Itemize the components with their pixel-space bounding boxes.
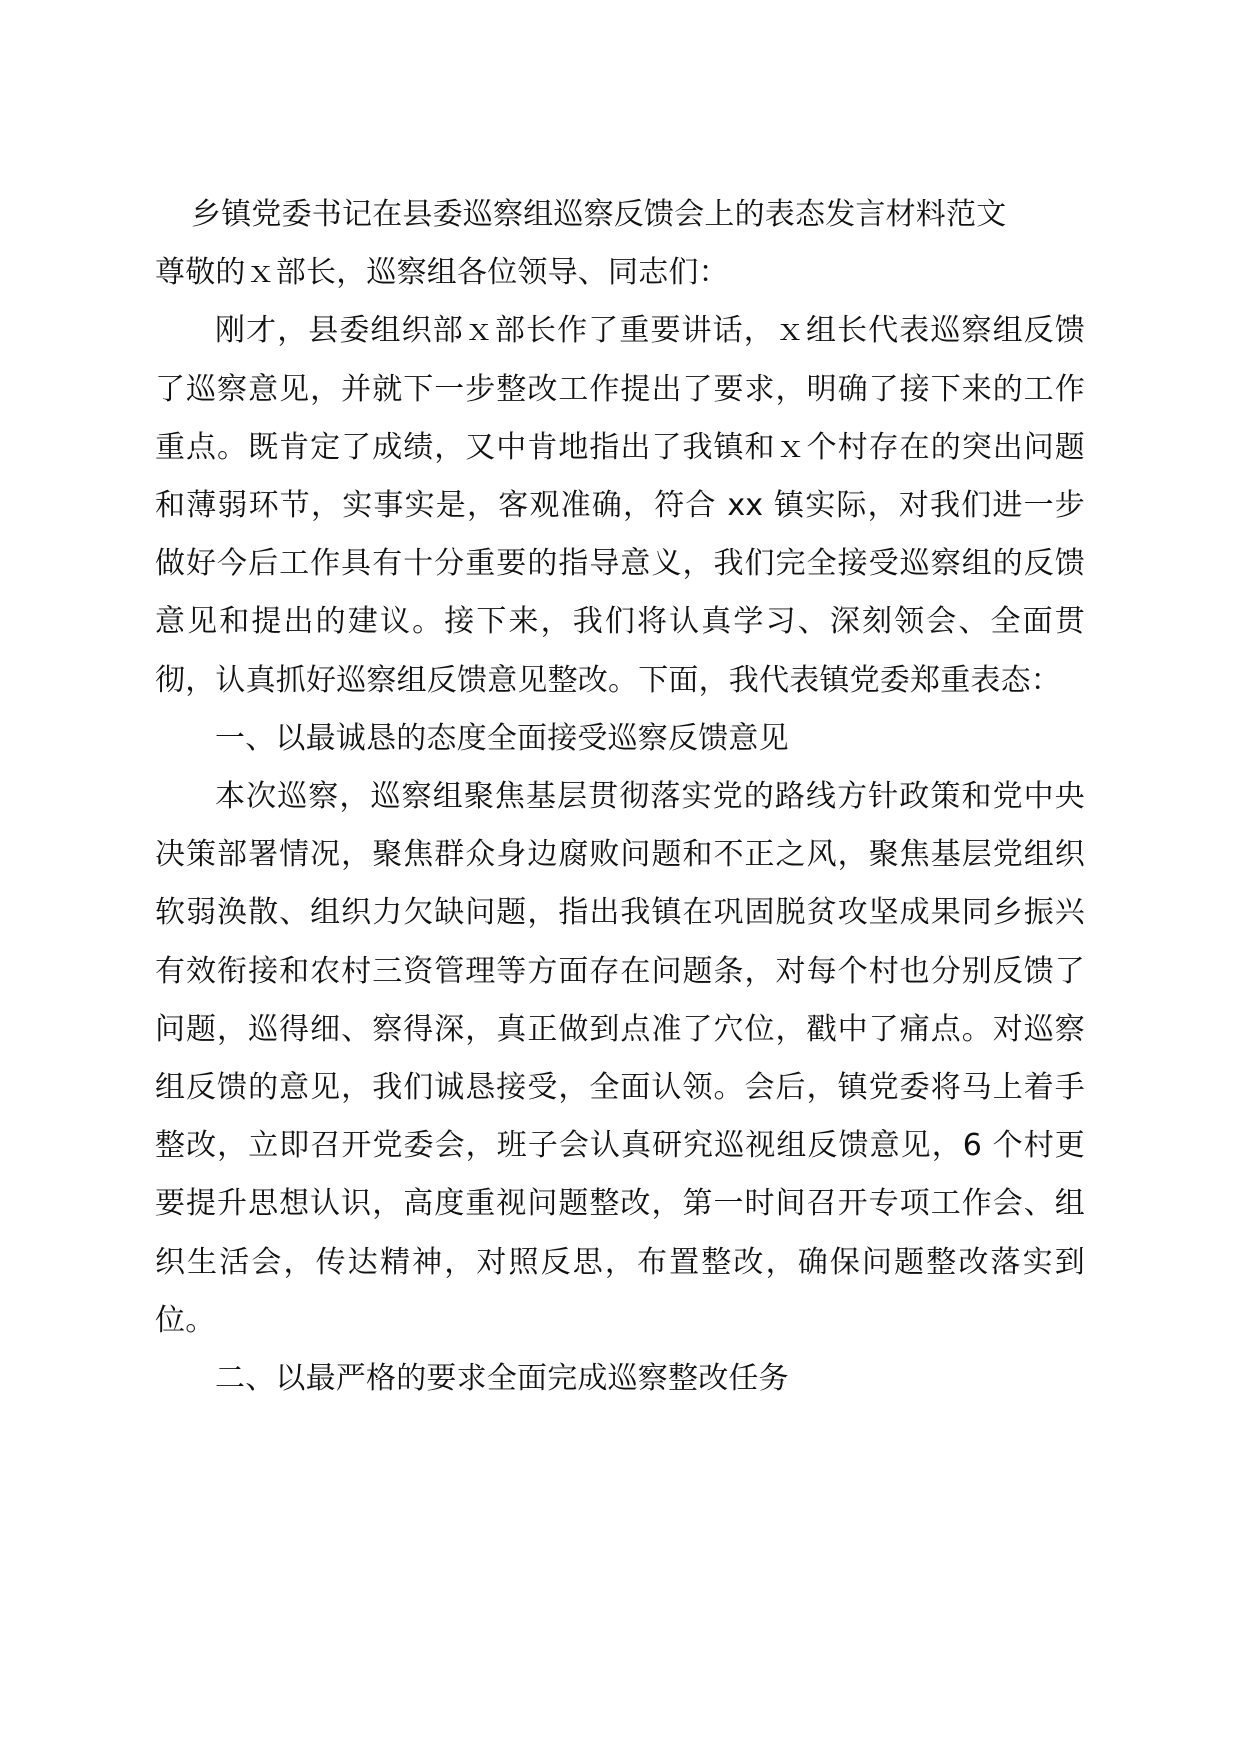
paragraph-opening: 刚才，县委组织部ｘ部长作了重要讲话，ｘ组长代表巡察组反馈了巡察意见，并就下一步整改工作提出了要求，明确了接下来的工作重点。既肯定了成绩，又中肯地指出了我镇和ｘ个村存在的突出问题和薄弱环节，实事实是，客观准确，符合 xx 镇实际，对我们进一步做好今后工作具有十分重要的指导意义，我们完全接受巡察组的反馈意见和提出的建议。接下来，我们将认真学习、深刻领会、全面贯彻，认真抓好巡察组反馈意见整改。下面，我代表镇党委郑重表态：: [155, 313, 1085, 698]
section-heading-two: 二、以最严格的要求全面完成巡察整改任务: [215, 1361, 789, 1397]
salutation: 尊敬的ｘ部长，巡察组各位领导、同志们：: [155, 255, 729, 291]
document-title: 乡镇党委书记在县委巡察组巡察反馈会上的表态发言材料范文: [191, 197, 1007, 232]
paragraph-section-one: 本次巡察，巡察组聚焦基层贯彻落实党的路线方针政策和党中央决策部署情况，聚焦群众身边腐败问题和不正之风，聚焦基层党组织软弱涣散、组织力欠缺问题，指出我镇在巩固脱贫攻坚成果同乡振兴有效衔接和农村三资管理等方面存在问题条，对每个村也分别反馈了问题，巡得细、察得深，真正做到点准了穴位，戳中了痛点。对巡察组反馈的意见，我们诚恳接受，全面认领。会后，镇党委将马上着手整改，立即召开党委会，班子会认真研究巡视组反馈意见，6 个村更要提升思想认识，高度重视问题整改，第一时间召开专项工作会、组织生活会，传达精神，对照反思，布置整改，确保问题整改落实到位。: [155, 779, 1085, 1338]
document-body: [155, 186, 1085, 1408]
section-heading-one: 一、以最诚恳的态度全面接受巡察反馈意见: [215, 720, 789, 756]
